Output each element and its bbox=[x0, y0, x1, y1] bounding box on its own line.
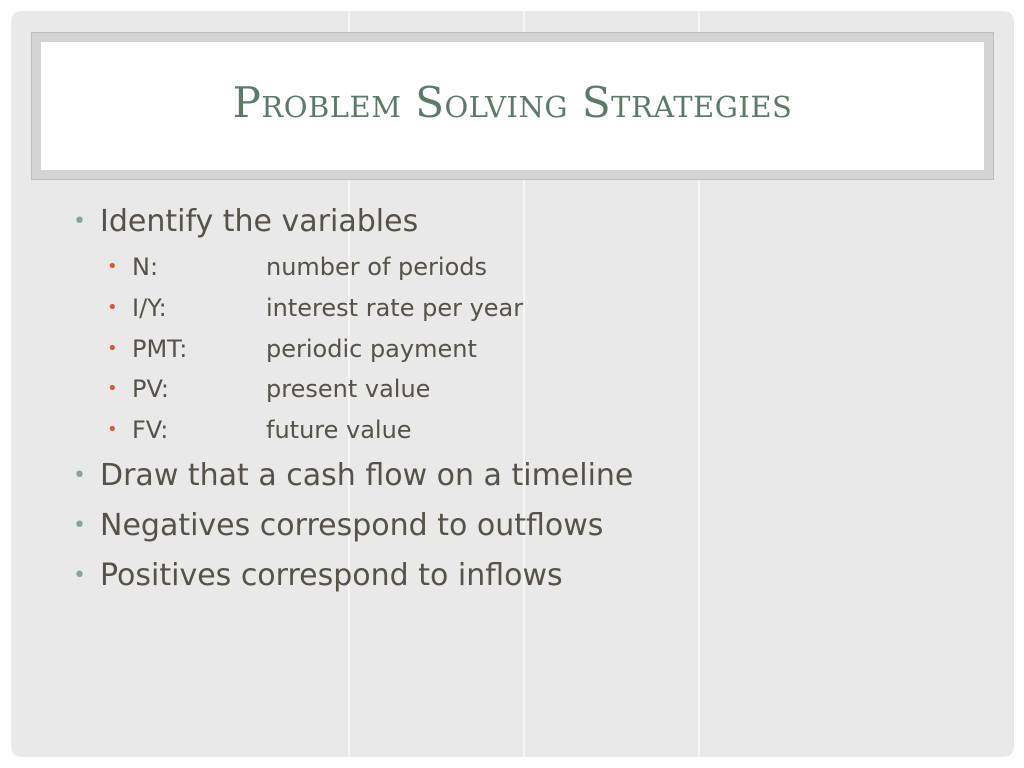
variable-definition: periodic payment bbox=[266, 335, 477, 363]
variable-definition: number of periods bbox=[266, 253, 488, 281]
bullet-icon: • bbox=[73, 209, 86, 234]
bullet-icon: • bbox=[73, 513, 86, 538]
variable-definition: interest rate per year bbox=[266, 294, 524, 322]
slide-body bbox=[11, 11, 1014, 757]
variable-term: PV: bbox=[132, 375, 170, 403]
variable-term: I/Y: bbox=[132, 294, 167, 322]
variable-term: PMT: bbox=[132, 335, 188, 363]
variable-definition: future value bbox=[266, 416, 412, 444]
bullet-icon: • bbox=[73, 563, 86, 588]
variable-term: FV: bbox=[132, 416, 169, 444]
variable-definition: present value bbox=[266, 375, 431, 403]
bullet-text: Positives correspond to inflows bbox=[100, 558, 563, 593]
slide-title: Problem Solving Strategies bbox=[232, 77, 793, 127]
sub-bullet-icon: • bbox=[107, 338, 118, 359]
bullet-text: Negatives correspond to outflows bbox=[100, 508, 604, 543]
sub-bullet-icon: • bbox=[107, 419, 118, 440]
sub-bullet-icon: • bbox=[107, 297, 118, 318]
variable-term: N: bbox=[132, 253, 159, 281]
sub-bullet-icon: • bbox=[107, 256, 118, 277]
bullet-text: Draw that a cash flow on a timeline bbox=[100, 458, 634, 493]
slide bbox=[11, 11, 1014, 757]
bullet-icon: • bbox=[73, 463, 86, 488]
bullet-text: Identify the variables bbox=[100, 204, 419, 239]
sub-bullet-icon: • bbox=[107, 378, 118, 399]
